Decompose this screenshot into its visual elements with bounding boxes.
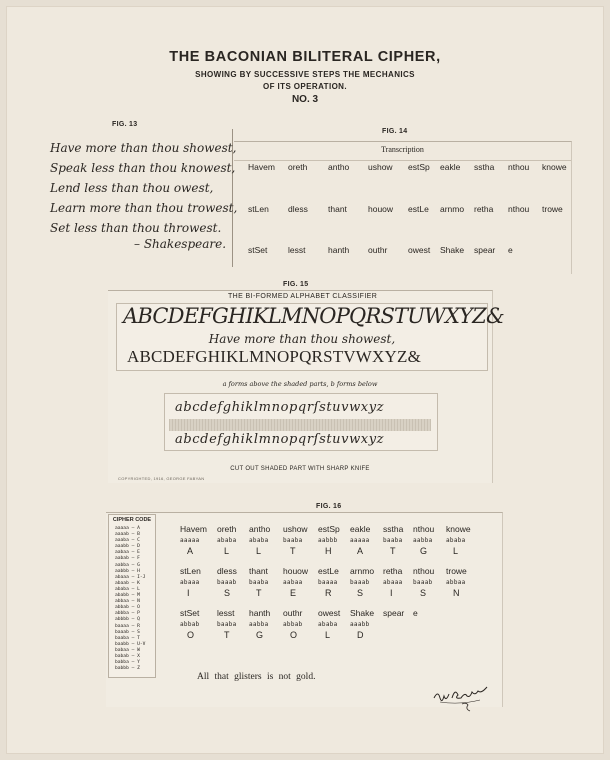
- fig16-word: houow: [283, 566, 309, 576]
- fig16-letter: H: [325, 546, 332, 556]
- fig16-letter: N: [453, 588, 460, 598]
- fig16-letter: G: [256, 630, 264, 640]
- cipher-code-entry: abaab – K: [115, 580, 140, 586]
- fig16-code: aaaaa: [350, 537, 370, 544]
- fig16-code: abaaa: [383, 579, 403, 586]
- fig13-attribution: – Shakespeare.: [134, 237, 227, 251]
- fig16-letter: D: [357, 630, 364, 640]
- fig14-label: FIG. 14: [382, 128, 408, 135]
- fig14-row-3: [248, 245, 542, 255]
- cipher-code-entry: aabba – G: [115, 562, 140, 568]
- fig16-letter: S: [224, 588, 231, 598]
- cipher-code-entry: babba – Y: [115, 660, 140, 666]
- fig16-word: estSp: [318, 524, 340, 534]
- page-title: THE BACONIAN BILITERAL CIPHER,: [169, 49, 441, 65]
- fig15-lowercase-b: abcdefghiklmnopqrſstuvwxyz: [175, 432, 385, 447]
- fig14-heading: Transcription: [381, 145, 424, 154]
- fig14-rule: [234, 160, 571, 161]
- page-subtitle-1: SHOWING BY SUCCESSIVE STEPS THE MECHANICS: [195, 70, 415, 79]
- fig14-word: retha: [474, 204, 494, 214]
- fig16-letter: T: [224, 630, 230, 640]
- fig14-word: houow: [368, 204, 394, 214]
- fig16-codes-2: [180, 579, 480, 586]
- fig15-forms-note: a forms above the shaded parts, b forms below: [222, 380, 378, 388]
- cipher-code-entry: babab – X: [115, 653, 140, 659]
- fig16-letter: E: [290, 588, 297, 598]
- cipher-code-list: [115, 526, 145, 672]
- fig14-word: stSet: [248, 245, 268, 255]
- fig16-codes-3: [180, 621, 383, 628]
- fig16-letter: A: [187, 546, 194, 556]
- fig15-heading: THE BI-FORMED ALPHABET CLASSIFIER: [228, 293, 378, 300]
- fig16-word: Havem: [180, 524, 207, 534]
- fig14-word: trowe: [542, 204, 563, 214]
- cipher-code-panel: [108, 514, 156, 678]
- fig16-word: estLe: [318, 566, 339, 576]
- fig16-letter: L: [224, 546, 230, 556]
- fig16-code: baaba: [249, 579, 269, 586]
- fig16-letter: R: [325, 588, 332, 598]
- cipher-code-entry: aabab – F: [115, 556, 140, 562]
- fig16-letter: L: [256, 546, 262, 556]
- fig16-word: lesst: [217, 608, 235, 618]
- fig14-word: outhr: [368, 245, 388, 255]
- fig14-word: antho: [328, 162, 350, 172]
- fig16-word: stSet: [180, 608, 200, 618]
- fig16-code: aabba: [249, 621, 269, 628]
- cipher-code-entry: aabaa – E: [115, 550, 140, 556]
- cipher-code-entry: abaaa – I-J: [115, 574, 146, 580]
- fig16-word: dless: [217, 566, 237, 576]
- fig14-word: eakle: [440, 162, 461, 172]
- fig16-code: ababa: [318, 621, 338, 628]
- fig16-word: ushow: [283, 524, 308, 534]
- fig16-word: thant: [249, 566, 268, 576]
- fig14-word: Havem: [248, 162, 275, 172]
- fig16-letter: A: [357, 546, 364, 556]
- fig16-code: baaab: [217, 579, 237, 586]
- fig14-word: sstha: [474, 162, 495, 172]
- fig16-word: stLen: [180, 566, 201, 576]
- fig14-word: hanth: [328, 245, 350, 255]
- fig14-word: nthou: [508, 204, 530, 214]
- fig15-copyright: COPYRIGHTED, 1916, GEORGE FABYAN: [118, 476, 205, 481]
- fig13-line: Have more than thou showest,: [50, 141, 237, 155]
- fig16-letter: S: [357, 588, 364, 598]
- fig16-code: ababa: [249, 537, 269, 544]
- fig16-word: outhr: [283, 608, 303, 618]
- fig16-words-1: [180, 524, 480, 534]
- cipher-code-entry: abbbb – Q: [115, 617, 140, 623]
- cipher-code-entry: aaaaa – A: [115, 526, 140, 531]
- cipher-code-entry: abbab – O: [115, 605, 140, 611]
- fig13-poem: [50, 138, 237, 238]
- fig16-code: abbab: [180, 621, 200, 628]
- cipher-code-entry: baaaa – R: [115, 623, 140, 629]
- fig16-code: baaab: [350, 579, 370, 586]
- fig16-word: Shake: [350, 608, 375, 618]
- cipher-code-entry: aabbb – H: [115, 568, 140, 574]
- fig15-script-line: Have more than thou showest,: [208, 332, 396, 346]
- fig16-letters-2: [187, 588, 487, 598]
- fig16-code: aabaa: [283, 579, 303, 586]
- fig13-line: Learn more than thou trowest,: [50, 201, 238, 215]
- fig16-letter: T: [290, 546, 296, 556]
- fig13-line: Lend less than thou owest,: [50, 181, 214, 195]
- fig14-row-2: [248, 204, 576, 214]
- fig16-words-2: [180, 566, 480, 576]
- cipher-code-entry: abbba – P: [115, 611, 140, 617]
- fig16-word: trowe: [446, 566, 467, 576]
- fig14-row-1: [248, 162, 576, 172]
- fig13-box: [38, 129, 238, 267]
- fig16-code: ababa: [217, 537, 237, 544]
- fig16-word: arnmo: [350, 566, 375, 576]
- fig16-footer: All that glisters is not gold.: [197, 672, 316, 682]
- fig14-word: ushow: [368, 162, 393, 172]
- fig16-code: aaaaa: [180, 537, 200, 544]
- fig16-letter: O: [187, 630, 195, 640]
- fig14-word: estLe: [408, 204, 429, 214]
- fig16-letters-3: [187, 630, 390, 640]
- cipher-code-entry: baaab – S: [115, 629, 140, 635]
- fig16-word: eakle: [350, 524, 371, 534]
- fig15-script-alphabet: ABCDEFGHIKLMNOPQRSTUWXYZ&: [123, 304, 504, 328]
- fig16-word: sstha: [383, 524, 404, 534]
- fig15-label: FIG. 15: [283, 281, 309, 288]
- fig14-word: thant: [328, 204, 347, 214]
- fig16-word: antho: [249, 524, 271, 534]
- fig16-code: baaab: [413, 579, 433, 586]
- fig14-word: owest: [408, 245, 431, 255]
- page-subtitle-2: OF ITS OPERATION.: [263, 82, 347, 91]
- cipher-code-entry: aaaab – B: [115, 532, 140, 538]
- fig14-word: estSp: [408, 162, 430, 172]
- fig15-roman-alphabet: ABCDEFGHIKLMNOPQRSTVWXYZ&: [127, 347, 422, 366]
- fig16-word: knowe: [446, 524, 471, 534]
- cipher-code-entry: aaaba – C: [115, 538, 140, 544]
- fig16-code: baaba: [283, 537, 303, 544]
- fig15-shaded-strip: [169, 419, 431, 431]
- fig15-lowercase-a: abcdefghiklmnopqrſstuvwxyz: [175, 400, 385, 415]
- plate-number: NO. 3: [291, 94, 319, 105]
- fig15-lowercase-panel: [164, 393, 438, 451]
- cipher-code-entry: ababb – M: [115, 593, 140, 599]
- fig16-word: spear: [383, 608, 405, 618]
- fig16-word: retha: [383, 566, 403, 576]
- fig16-letter: T: [256, 588, 262, 598]
- fig16-word: nthou: [413, 524, 435, 534]
- fig16-letter: I: [187, 588, 190, 598]
- fig16-word: owest: [318, 608, 341, 618]
- fig14-word: spear: [474, 245, 496, 255]
- cipher-code-entry: babbb – Z: [115, 666, 140, 672]
- fig16-letter: O: [290, 630, 298, 640]
- fig16-letter: L: [453, 546, 459, 556]
- fig14-word: knowe: [542, 162, 567, 172]
- fig16-letter: S: [420, 588, 427, 598]
- fig13-line: Set less than thou throwest.: [50, 221, 222, 235]
- fig14-word: nthou: [508, 162, 530, 172]
- fig16-code: aabbb: [318, 537, 338, 544]
- cipher-code-entry: aaabb – D: [115, 544, 140, 550]
- fig16-word: oreth: [217, 524, 237, 534]
- fig16-words-3: [180, 608, 446, 618]
- cipher-code-entry: ababa – L: [115, 586, 140, 592]
- fig16-letters-1: [187, 546, 487, 556]
- fig16-code: abaaa: [180, 579, 200, 586]
- fig13-label: FIG. 13: [112, 121, 138, 128]
- fig16-code: baaba: [217, 621, 237, 628]
- fig16-code: baaaa: [318, 579, 338, 586]
- fig15-cut-note: CUT OUT SHADED PART WITH SHARP KNIFE: [230, 466, 370, 472]
- cipher-code-entry: babaa – W: [115, 647, 140, 653]
- fig15-classifier: [116, 303, 504, 371]
- fig13-line: Speak less than thou knowest,: [50, 161, 236, 175]
- fig15-box: [108, 290, 504, 483]
- fig14-word: e: [508, 245, 513, 255]
- cipher-code-entry: abbaa – N: [115, 599, 140, 605]
- fig16-code: abbab: [283, 621, 303, 628]
- fig16-letter: I: [390, 588, 393, 598]
- fig16-code: abbaa: [446, 579, 466, 586]
- cipher-code-entry: baabb – U-V: [115, 641, 146, 647]
- fig14-word: arnmo: [440, 204, 465, 214]
- fig14-word: Shake: [440, 245, 465, 255]
- fig16-word: nthou: [413, 566, 435, 576]
- fig14-word: dless: [288, 204, 308, 214]
- fig16-word: hanth: [249, 608, 271, 618]
- cipher-code-entry: baaba – T: [115, 635, 140, 641]
- fig14-word: stLen: [248, 204, 269, 214]
- fig16-letter: L: [325, 630, 331, 640]
- fig16-code: baaba: [383, 537, 403, 544]
- fig16-code: aabba: [413, 537, 433, 544]
- fig16-codes-1: [180, 537, 480, 544]
- fig14-word: oreth: [288, 162, 308, 172]
- fig14-box: [234, 141, 572, 274]
- fig16-code: ababa: [446, 537, 466, 544]
- fig16-word: e: [413, 608, 418, 618]
- fig16-letter: T: [390, 546, 396, 556]
- cipher-code-title: CIPHER CODE: [112, 517, 152, 523]
- fig14-word: lesst: [288, 245, 306, 255]
- fig16-code: aaabb: [350, 621, 370, 628]
- fig16-label: FIG. 16: [316, 503, 342, 510]
- fig16-letter: G: [420, 546, 428, 556]
- signature: [432, 684, 490, 714]
